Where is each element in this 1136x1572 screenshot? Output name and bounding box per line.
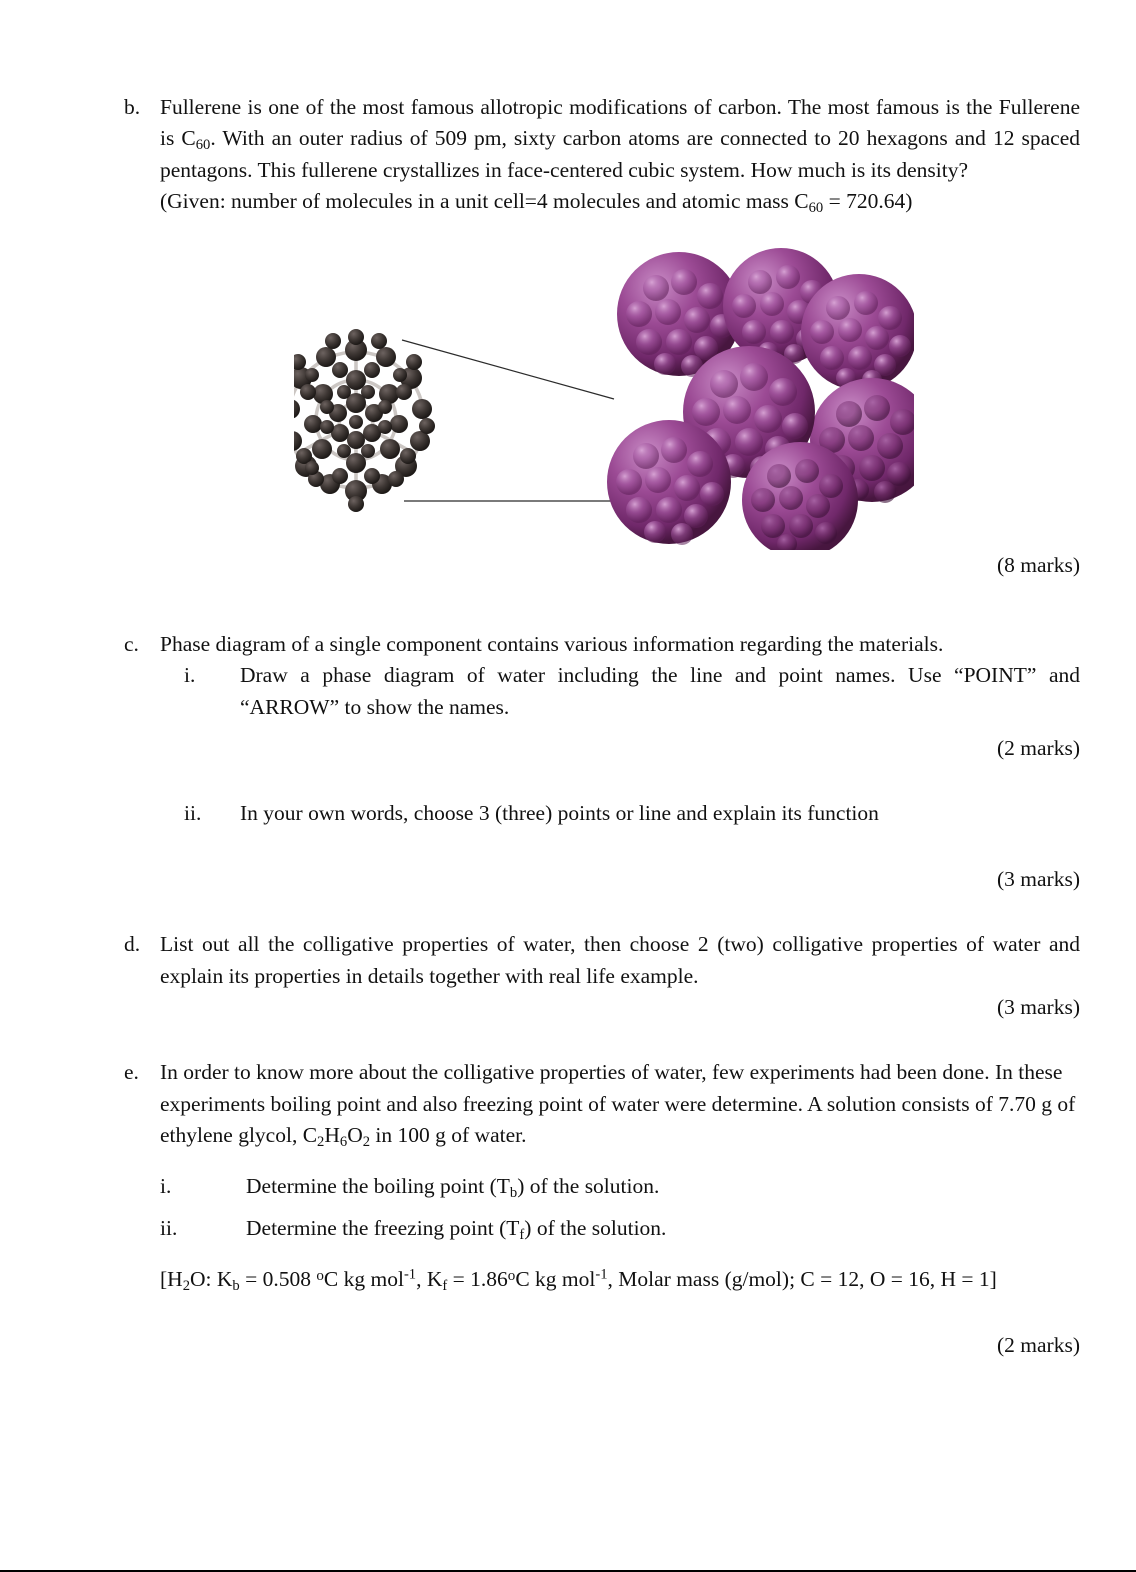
question-c-marker: c. — [124, 631, 139, 656]
question-e-constants — [122, 1264, 1080, 1295]
degree-symbol-2: o — [507, 1268, 516, 1285]
fullerene-figure-inner — [294, 244, 914, 550]
kf-unit: C kg mol — [515, 1267, 596, 1292]
question-c-sub-i-marks: (2 marks) — [997, 736, 1080, 760]
question-c-sub-ii — [184, 798, 1080, 829]
question-c-sub-i-body: Draw a phase diagram of water including the line and point names. Use “POINT” and “ARROW” to show the names. — [240, 663, 1080, 719]
ethylene-glycol-o: O — [347, 1123, 363, 1147]
fcc-crystal-packing — [607, 248, 914, 550]
fullerene-diagram-svg — [294, 244, 914, 550]
question-e-constants-body — [160, 1264, 1080, 1295]
kf-value: = 1.86 — [447, 1267, 508, 1292]
question-e-text-part2: in 100 g of water. — [370, 1123, 527, 1147]
question-b-marks: (8 marks) — [997, 552, 1080, 577]
question-b-body — [160, 92, 1080, 186]
freezing-point-text-a: Determine the freezing point (T — [246, 1215, 520, 1240]
question-e-sub-i-body — [246, 1171, 1080, 1202]
c60-ball-and-stick-model — [294, 329, 435, 512]
kb-value: = 0.508 — [239, 1267, 317, 1292]
question-e-sub-i-marker: i. — [160, 1174, 172, 1199]
question-d-marks: (3 marks) — [997, 994, 1080, 1019]
question-d — [122, 929, 1080, 992]
leader-lines — [402, 340, 614, 501]
kb-unit: C kg mol — [323, 1267, 404, 1292]
question-b-text-part1: Fullerene is one of the most famous allotropic modifications of carbon. The most famous is the Fullerene is C — [160, 95, 1080, 151]
question-c-sub-i-marker: i. — [184, 663, 196, 688]
ethylene-glycol-sub-h6: 6 — [339, 1134, 348, 1151]
question-b-given — [122, 186, 1080, 217]
question-b — [122, 92, 1080, 186]
ethylene-glycol-sub-o2: 2 — [362, 1134, 371, 1151]
kf-subscript: f — [442, 1278, 448, 1295]
constants-after-h2o: O: K — [190, 1267, 233, 1292]
question-e-sub-ii — [160, 1213, 1080, 1244]
given-text-part2: = 720.64) — [823, 189, 913, 214]
page-content — [122, 92, 1080, 1361]
question-e — [122, 1057, 1080, 1151]
constants-open: [H — [160, 1267, 183, 1292]
freezing-point-text-b: ) of the solution. — [524, 1215, 667, 1240]
fcc-sphere-back-right — [801, 274, 914, 390]
question-b-given-body — [160, 186, 1080, 217]
constants-separator: , K — [416, 1267, 443, 1292]
question-c-sub-ii-body: In your own words, choose 3 (three) points or line and explain its function — [240, 801, 879, 826]
question-e-body — [160, 1057, 1080, 1151]
given-text-part1: (Given: number of molecules in a unit cell=4 molecules and atomic mass C — [160, 189, 809, 214]
question-c-sub-i — [184, 660, 1080, 723]
boiling-point-text-a: Determine the boiling point (T — [246, 1174, 510, 1199]
question-c-sub-ii-marks: (3 marks) — [997, 866, 1080, 891]
carbon-atoms — [294, 329, 435, 512]
question-c-sub-ii-marker: ii. — [184, 801, 202, 826]
question-d-marker: d. — [124, 932, 141, 957]
c60-subscript-1: 60 — [195, 137, 211, 154]
question-e-text-part1: In order to know more about the colligative properties of water, few experiments had been done. In these experiments boiling point and also freezing point of water were determine. A solution consists of 7.70 g of ethylene glycol, C — [160, 1060, 1076, 1147]
question-b-marker: b. — [124, 95, 141, 119]
question-c — [122, 629, 1080, 660]
kf-unit-exponent: -1 — [595, 1266, 608, 1283]
constants-tail: , Molar mass (g/mol); C = 12, O = 16, H = 1] — [607, 1267, 997, 1292]
question-e-sub-i — [160, 1171, 1080, 1202]
fcc-sphere-front-left — [607, 420, 731, 545]
ethylene-glycol-sub-c2: 2 — [317, 1134, 325, 1151]
question-b-text-part2: . With an outer radius of 509 pm, sixty carbon atoms are connected to 20 hexagons and 12 spaced pentagons. This fullerene crystallizes in face-centered cubic system. How much is its density? — [160, 126, 1081, 182]
kb-subscript: b — [232, 1278, 240, 1295]
question-e-marks: (2 marks) — [997, 1332, 1080, 1357]
h2o-subscript: 2 — [182, 1278, 190, 1295]
question-e-marker: e. — [124, 1060, 139, 1085]
question-e-sub-ii-body — [246, 1213, 1080, 1244]
question-e-sub-ii-marker: ii. — [160, 1215, 178, 1240]
boiling-point-text-b: ) of the solution. — [517, 1174, 660, 1199]
tf-subscript: f — [519, 1226, 525, 1243]
ethylene-glycol-h: H — [324, 1123, 340, 1147]
tb-subscript: b — [509, 1185, 518, 1202]
degree-symbol-1: o — [316, 1268, 324, 1285]
kb-unit-exponent: -1 — [403, 1266, 417, 1283]
question-d-body: List out all the colligative properties of water, then choose 2 (two) colligative properties of water and explain its properties in details together with real life example. — [160, 932, 1080, 988]
c60-subscript-2: 60 — [808, 200, 824, 217]
fullerene-figure — [122, 244, 1080, 550]
question-c-body: Phase diagram of a single component contains various information regarding the materials. — [160, 631, 944, 656]
